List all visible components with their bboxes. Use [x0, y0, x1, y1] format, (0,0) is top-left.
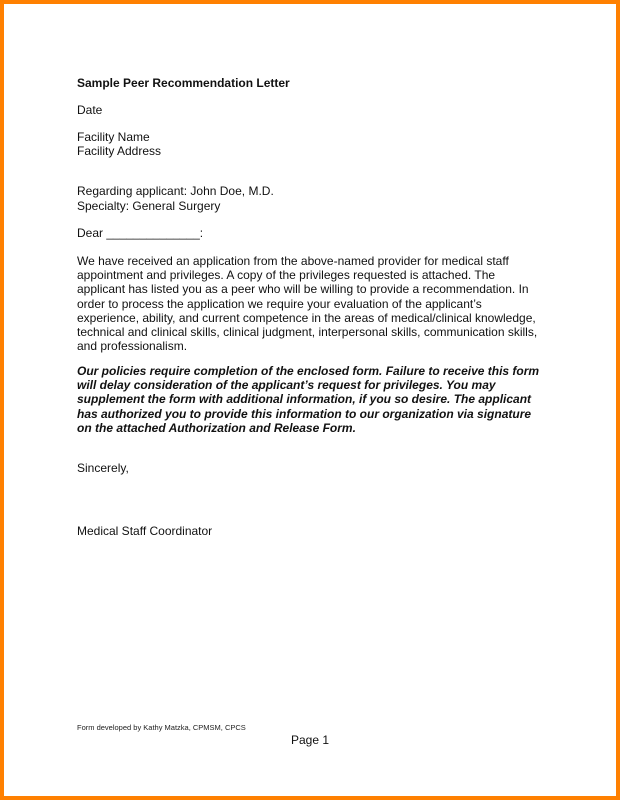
letter-title: Sample Peer Recommendation Letter — [77, 76, 290, 90]
body-line: and professionalism. — [77, 339, 188, 354]
regarding-applicant: Regarding applicant: John Doe, M.D. — [77, 184, 274, 198]
letter-page — [4, 4, 616, 796]
body-line: appointment and privileges. A copy of the privileges requested is attached. The — [77, 268, 496, 283]
body-line: experience, ability, and current competence in the areas of medical/clinical knowledge, — [77, 310, 536, 325]
salutation: Dear ______________: — [77, 226, 204, 240]
date-line: Date — [77, 103, 103, 117]
policy-line: will delay consideration of the applicant’s request for privileges. You may — [77, 378, 496, 393]
form-credit: Form developed by Kathy Matzka, CPMSM, CPCS — [77, 723, 246, 732]
policy-line: Our policies require completion of the enclosed form. Failure to receive this form — [77, 364, 540, 378]
body-paragraph — [77, 254, 547, 353]
policy-paragraph — [77, 364, 547, 435]
body-line: order to process the application we require your evaluation of the applicant’s — [77, 296, 482, 311]
body-line: applicant has listed you as a peer who will be willing to provide a recommendation. In — [77, 282, 529, 297]
facility-address: Facility Address — [77, 144, 162, 158]
specialty-line: Specialty: General Surgery — [77, 199, 221, 213]
page-number: Page 1 — [291, 733, 330, 747]
signer-title: Medical Staff Coordinator — [77, 524, 213, 538]
facility-name: Facility Name — [77, 130, 150, 144]
policy-line: has authorized you to provide this information to our organization via signature — [77, 406, 532, 421]
policy-line: on the attached Authorization and Release Form. — [77, 420, 356, 435]
closing: Sincerely, — [77, 461, 129, 475]
body-line: We have received an application from the above-named provider for medical staff — [77, 254, 509, 268]
body-line: technical and clinical skills, clinical judgment, interpersonal skills, communication skills, — [77, 325, 538, 340]
policy-line: supplement the form with additional information, if you so desire. The applicant — [77, 392, 532, 407]
